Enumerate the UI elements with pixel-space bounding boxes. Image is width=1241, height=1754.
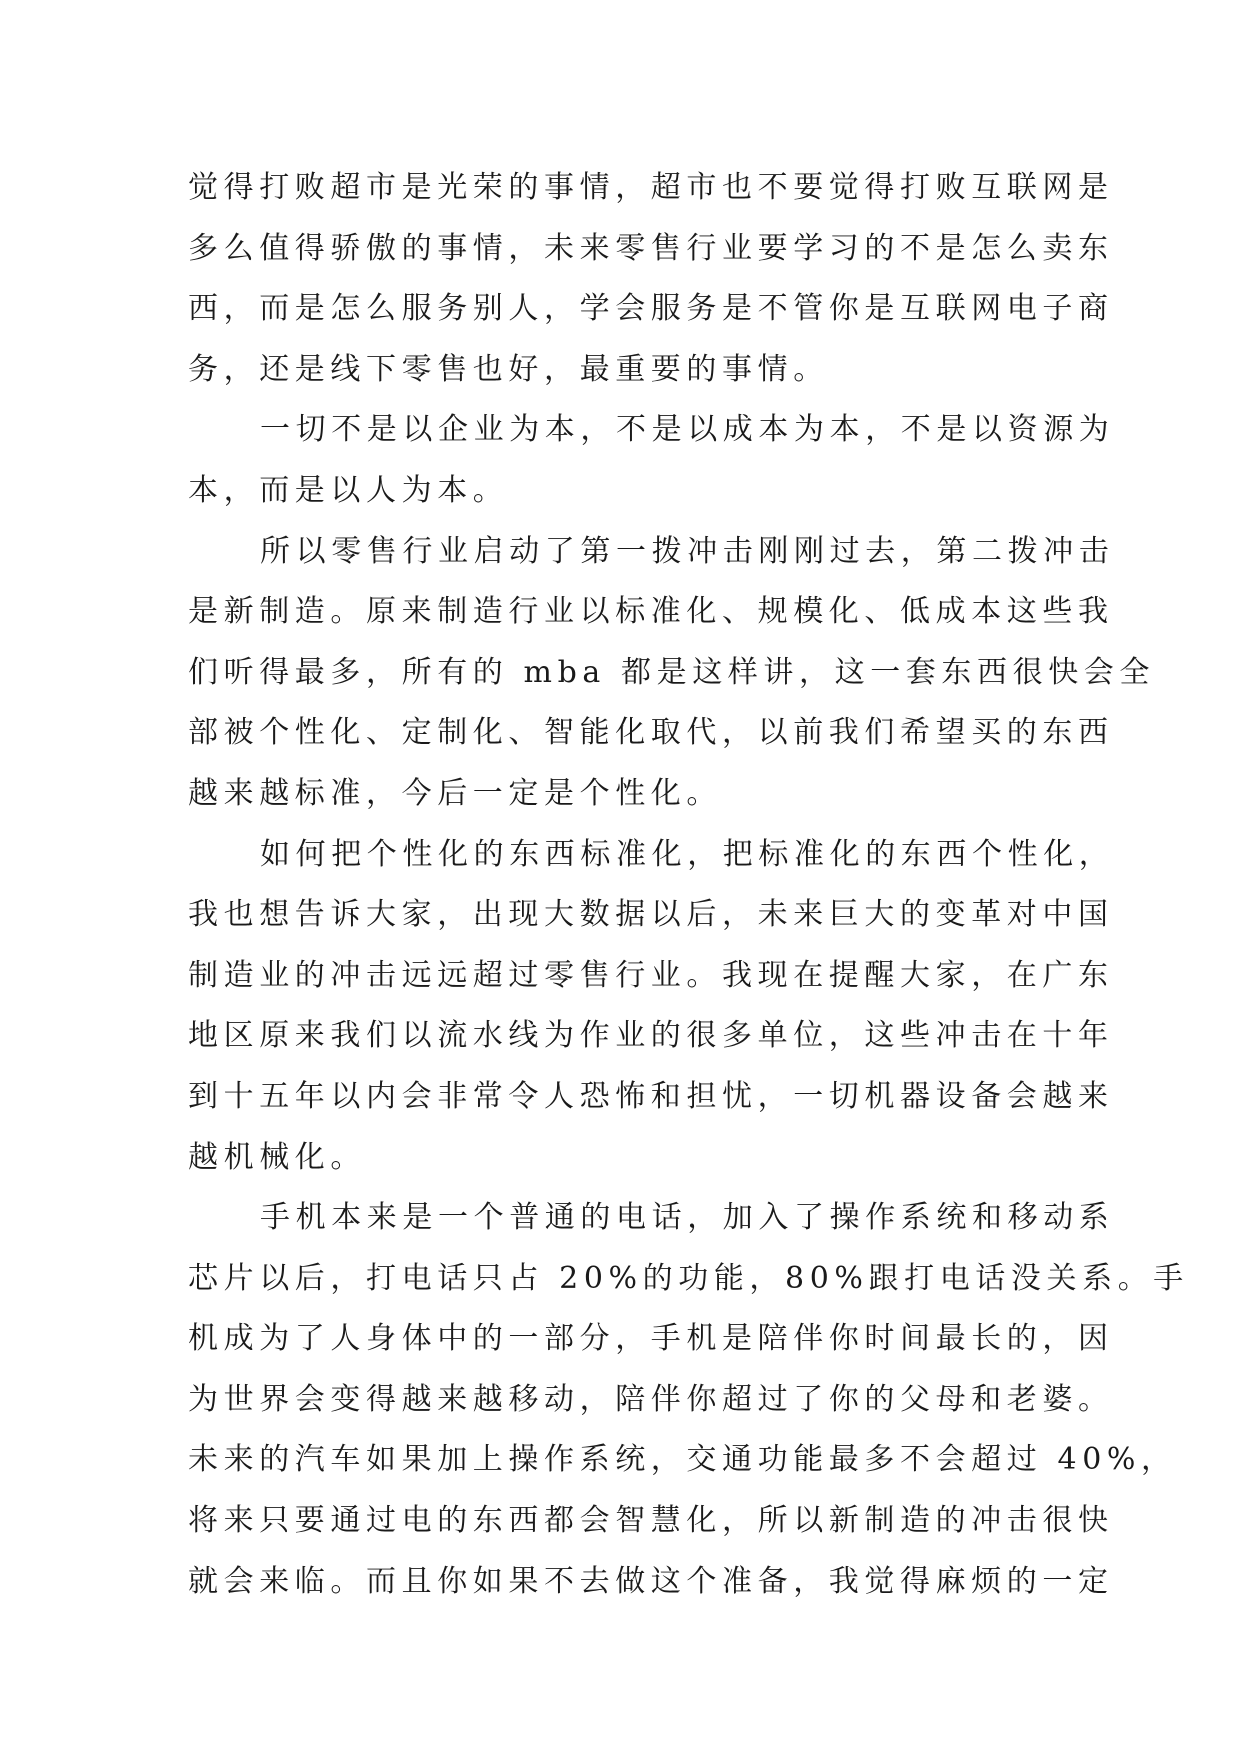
- body-text: [188, 158, 1189, 1612]
- text-line: 越来越标准，今后一定是个性化。: [188, 775, 722, 811]
- text-line: 制造业的冲击远远超过零售行业。我现在提醒大家，在广东: [188, 957, 1114, 993]
- text-line: 到十五年以内会非常令人恐怖和担忧，一切机器设备会越来: [188, 1078, 1114, 1114]
- paragraph: [188, 158, 1114, 400]
- text-line: 本，而是以人为本。: [188, 472, 509, 508]
- text-line: 就会来临。而且你如果不去做这个准备，我觉得麻烦的一定: [188, 1563, 1114, 1599]
- text-line: 芯片以后，打电话只占 20%的功能，80%跟打电话没关系。手: [188, 1260, 1189, 1296]
- text-line: 手机本来是一个普通的电话，加入了操作系统和移动系: [260, 1200, 1115, 1236]
- text-line: 未来的汽车如果加上操作系统，交通功能最多不会超过 40%，: [188, 1442, 1177, 1478]
- text-line: 为世界会变得越来越移动，陪伴你超过了你的父母和老婆。: [188, 1381, 1114, 1417]
- text-line: 部被个性化、定制化、智能化取代，以前我们希望买的东西: [188, 715, 1114, 751]
- paragraph: [188, 825, 1115, 1189]
- text-line: 们听得最多，所有的 mba 都是这样讲，这一套东西很快会全: [188, 654, 1156, 690]
- text-line: 一切不是以企业为本，不是以成本为本，不是以资源为: [260, 412, 1115, 448]
- text-line: 将来只要通过电的东西都会智慧化，所以新制造的冲击很快: [188, 1503, 1114, 1539]
- text-line: 多么值得骄傲的事情，未来零售行业要学习的不是怎么卖东: [188, 230, 1114, 266]
- text-line: 越机械化。: [188, 1139, 366, 1175]
- text-line: 是新制造。原来制造行业以标准化、规模化、低成本这些我: [188, 594, 1114, 630]
- text-line: 觉得打败超市是光荣的事情，超市也不要觉得打败互联网是: [188, 170, 1114, 205]
- text-line: 西，而是怎么服务别人，学会服务是不管你是互联网电子商: [188, 291, 1114, 327]
- text-line: 机成为了人身体中的一部分，手机是陪伴你时间最长的，因: [188, 1321, 1114, 1357]
- text-line: 如何把个性化的东西标准化，把标准化的东西个性化，: [260, 836, 1115, 872]
- paragraph: [188, 1188, 1189, 1612]
- paragraph: [188, 522, 1156, 825]
- text-line: 所以零售行业启动了第一拨冲击刚刚过去，第二拨冲击: [260, 533, 1115, 569]
- text-line: 地区原来我们以流水线为作业的很多单位，这些冲击在十年: [188, 1018, 1114, 1054]
- text-line: 务，还是线下零售也好，最重要的事情。: [188, 351, 829, 387]
- text-line: 我也想告诉大家，出现大数据以后，未来巨大的变革对中国: [188, 897, 1114, 933]
- paragraph: [188, 400, 1115, 521]
